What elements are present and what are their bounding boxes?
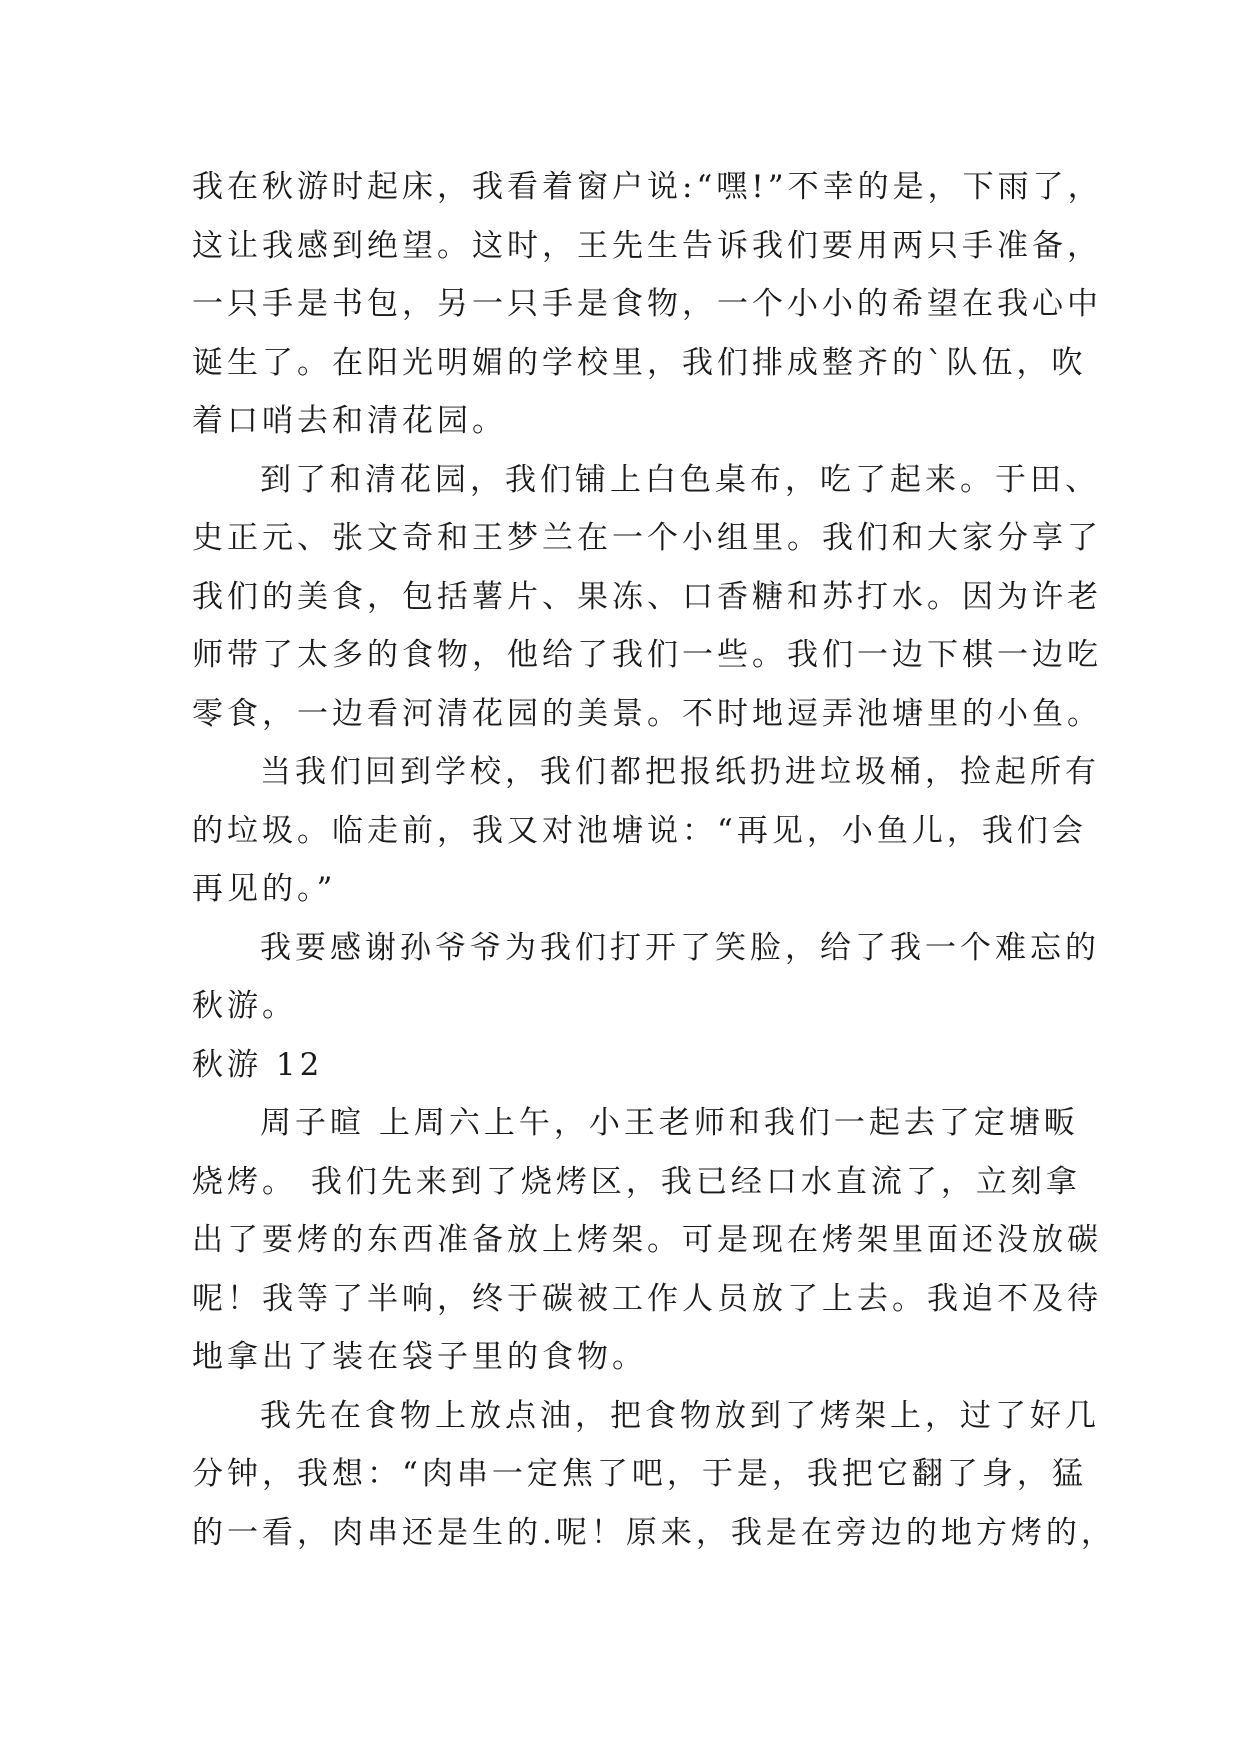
text-line: 的垃圾。临走前，我又对池塘说：“再见，小鱼儿，我们会 bbox=[192, 812, 1087, 849]
text-line: 这让我感到绝望。这时，王先生告诉我们要用两只手准备， bbox=[192, 227, 1102, 264]
text-line: 师带了太多的食物，他给了我们一些。我们一边下棋一边吃 bbox=[192, 637, 1102, 673]
text-line: 呢！我等了半响，终于碳被工作人员放了上去。我迫不及待 bbox=[192, 1280, 1102, 1317]
text-line: 分钟，我想：“肉串一定焦了吧，于是，我把它翻了身，猛 bbox=[192, 1456, 1087, 1492]
text-line: 秋游。 bbox=[192, 988, 297, 1024]
text-line: 地拿出了装在袋子里的食物。 bbox=[192, 1339, 647, 1375]
text-line: 诞生了。在阳光明媚的学校里，我们排成整齐的`队伍，吹 bbox=[192, 344, 1087, 381]
text-line: 我先在食物上放点油，把食物放到了烤架上，过了好几 bbox=[260, 1397, 1100, 1434]
text-line: 到了和清花园，我们铺上白色桌布，吃了起来。于田、 bbox=[260, 461, 1100, 498]
text-line: 我在秋游时起床，我看着窗户说:“嘿!”不幸的是，下雨了， bbox=[192, 169, 1103, 205]
text-line: 出了要烤的东西准备放上烤架。可是现在烤架里面还没放碳 bbox=[192, 1222, 1102, 1258]
text-line: 周子暄 上周六上午，小王老师和我们一起去了定塘畈 bbox=[260, 1105, 1079, 1141]
text-line: 的一看，肉串还是生的.呢！原来，我是在旁边的地方烤的， bbox=[192, 1514, 1116, 1551]
text-line: 一只手是书包，另一只手是食物，一个小小的希望在我心中 bbox=[192, 286, 1102, 322]
text-line: 我们的美食，包括薯片、果冻、口香糖和苏打水。因为许老 bbox=[192, 578, 1102, 615]
text-line: 当我们回到学校，我们都把报纸扔进垃圾桶，捡起所有 bbox=[260, 754, 1100, 790]
text-line: 再见的。” bbox=[192, 871, 337, 907]
text-line: 我要感谢孙爷爷为我们打开了笑脸，给了我一个难忘的 bbox=[260, 929, 1100, 966]
text-line: 史正元、张文奇和王梦兰在一个小组里。我们和大家分享了 bbox=[192, 520, 1102, 556]
text-line: 零食，一边看河清花园的美景。不时地逗弄池塘里的小鱼。 bbox=[192, 695, 1102, 732]
text-line: 着口哨去和清花园。 bbox=[192, 403, 507, 439]
text-line: 烧烤。 我们先来到了烧烤区，我已经口水直流了，立刻拿 bbox=[192, 1163, 1081, 1200]
document-body bbox=[192, 158, 1116, 1562]
text-line: 秋游 12 bbox=[192, 1046, 324, 1083]
